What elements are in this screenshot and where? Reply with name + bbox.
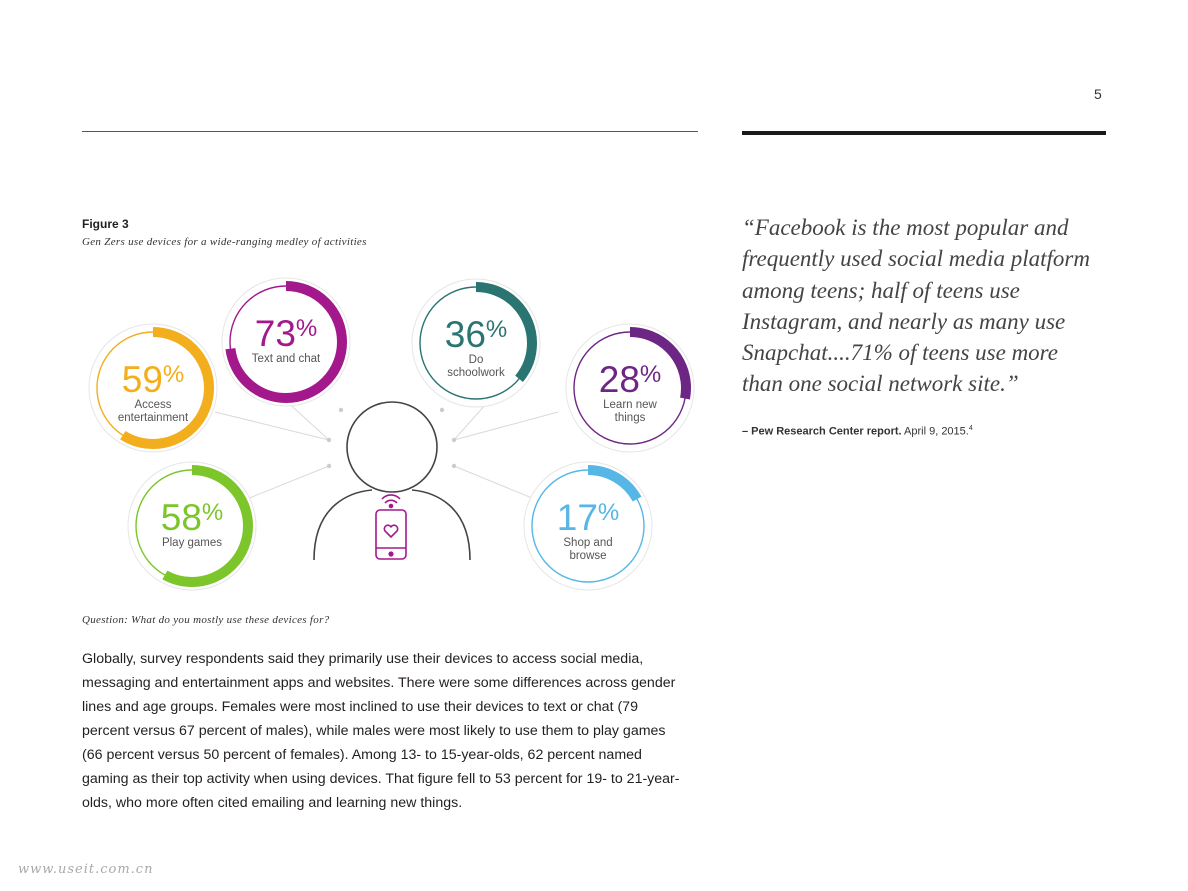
question-text: Question: What do you mostly use these devices for?	[82, 614, 330, 626]
donut-3	[412, 279, 540, 407]
donut-category-label: Learn new	[603, 399, 657, 411]
donut-category-label: schoolwork	[447, 367, 505, 379]
donut-category-label: Access	[134, 399, 172, 411]
donut-percent-label: 28%	[598, 359, 662, 400]
body-paragraph: Globally, survey respondents said they primarily use their devices to access social media, messaging and entertainment apps and websites. There were some differences across gender lines and age groups. Females were most inclined to use their devices to text or chat (79 percent versus 67 percent of males), while males were most likely to use them to play games (66 percent versus 50 percent of females). Among 13- to 15-year-olds, 62 percent named gaming as their top activity when using devices. That figure fell to 53 percent for 19- to 21-year-olds, who more often cited emailing and learning new things.	[82, 651, 680, 811]
watermark: www.useit.com.cn	[18, 862, 154, 877]
donut-category-label: Text and chat	[251, 353, 321, 365]
activities-infographic	[82, 270, 702, 605]
donut-5	[128, 462, 256, 590]
donut-percent-label: 36%	[444, 314, 508, 355]
donut-category-label: Play games	[161, 537, 223, 549]
donut-category-label: things	[614, 412, 646, 424]
phone-heart-icon	[376, 495, 406, 559]
donut-category-label: entertainment	[117, 412, 189, 424]
donut-6	[524, 462, 652, 590]
donut-charts	[89, 278, 694, 590]
pull-quote: “Facebook is the most popular and frequently used social media platform among teens; half of teens use Instagram, and nearly as many use Snapchat....71% of teens use more than one social network site.”	[742, 215, 1090, 397]
donut-percent-label: 73%	[254, 313, 318, 354]
right-rule	[742, 131, 1106, 135]
donut-category-label: Shop and	[563, 537, 613, 549]
donut-4	[566, 324, 694, 452]
donut-category-label: browse	[569, 550, 607, 562]
donut-2	[222, 278, 350, 406]
left-rule	[82, 131, 698, 132]
donut-percent-label: 59%	[121, 359, 185, 400]
donut-1	[89, 324, 217, 452]
donut-percent-label: 17%	[556, 497, 620, 538]
quote-date: April 9, 2015.	[901, 425, 969, 438]
quote-attribution	[742, 425, 973, 438]
donut-category-label: Do	[468, 354, 484, 366]
donut-percent-label: 58%	[160, 497, 224, 538]
page-number: 5	[1094, 86, 1102, 102]
person-head-icon	[347, 402, 437, 492]
figure-caption: Gen Zers use devices for a wide-ranging medley of activities	[82, 236, 367, 248]
footnote-marker: 4	[968, 425, 973, 432]
quote-source: – Pew Research Center report.	[742, 425, 902, 438]
figure-label: Figure 3	[82, 217, 129, 231]
